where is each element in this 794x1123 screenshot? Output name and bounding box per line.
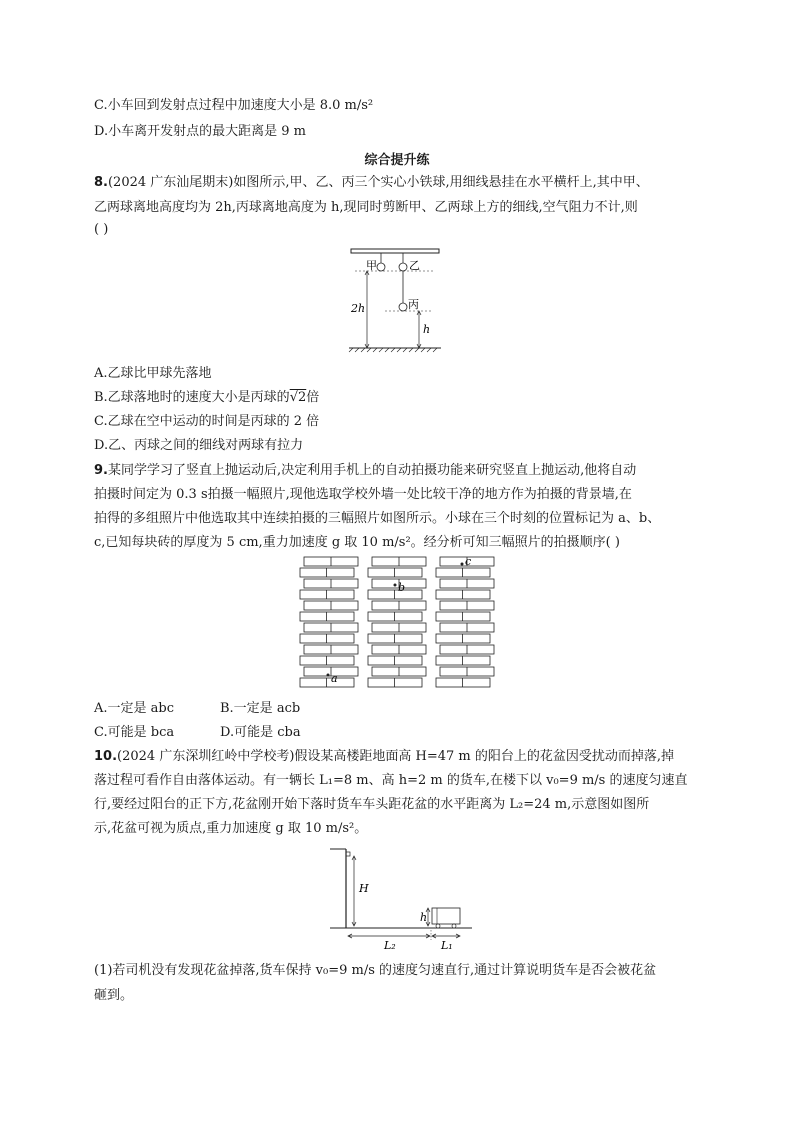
brick-wall	[300, 557, 358, 687]
section-title: 综合提升练	[364, 153, 430, 168]
label-L2: L₂	[384, 939, 396, 951]
label-a: a	[331, 672, 338, 685]
q9-line-4: c,已知每块砖的厚度为 5 cm,重力加速度 g 取 10 m/s²。经分析可知三幅照片的拍摄顺序( )	[94, 535, 620, 550]
q8-number: 8.	[94, 175, 108, 190]
flower-pot	[346, 852, 350, 856]
brick-row	[436, 656, 490, 665]
label-bing: 丙	[408, 298, 419, 311]
q9-option-c: C.可能是 bca	[94, 725, 175, 740]
q9-number: 9.	[94, 463, 108, 478]
brick-row	[300, 678, 354, 687]
q8-line-1	[94, 174, 649, 192]
q8-option-c: C.乙球在空中运动的时间是丙球的 2 倍	[94, 414, 320, 429]
brick-row	[368, 612, 422, 621]
brick-row	[368, 656, 422, 665]
q9-options-row-2	[94, 724, 301, 742]
label-L1: L₁	[441, 939, 453, 951]
q8-option-b-text: B.乙球落地时的速度大小是丙球的	[94, 390, 290, 405]
q9-figure	[298, 556, 498, 691]
q10-line-4: 示,花盆可视为质点,重力加速度 g 取 10 m/s²。	[94, 821, 368, 836]
brick-row	[368, 590, 422, 599]
ball-yi	[399, 263, 407, 271]
brick-row	[300, 568, 354, 577]
label-b: b	[398, 581, 406, 594]
q10-part1-line-1: (1)若司机没有发现花盆掉落,货车保持 v₀=9 m/s 的速度匀速直行,通过计算说明货车是否会被花盆	[94, 963, 657, 978]
ball-c	[461, 563, 464, 566]
truck-wheel-rear	[452, 924, 456, 928]
label-c: c	[465, 556, 472, 568]
q8-answer-blank: ( )	[94, 222, 109, 237]
q10-line-2: 落过程可看作自由落体运动。有一辆长 L₁=8 m、高 h=2 m 的货车,在楼下以 v₀=9 m/s 的速度匀速直	[94, 773, 688, 788]
ball-jia	[377, 263, 385, 271]
label-yi: 乙	[409, 259, 420, 272]
brick-row	[300, 634, 354, 643]
ground-hatch	[349, 348, 437, 352]
label-H: H	[359, 882, 369, 895]
brick-row	[436, 568, 490, 577]
brick-row	[300, 612, 354, 621]
brick-row	[368, 678, 422, 687]
brick-row	[436, 590, 490, 599]
q10-part1-line-2: 砸到。	[94, 988, 134, 1003]
brick-row	[368, 568, 422, 577]
q9-option-a: A.一定是 abc	[94, 701, 175, 716]
ball-b	[394, 584, 397, 587]
ball-a	[327, 674, 330, 677]
brick-wall	[436, 557, 494, 687]
brick-walls	[300, 557, 494, 687]
q9-line-2: 拍摄时间定为 0.3 s拍摄一幅照片,现他选取学校外墙一处比较干净的地方作为拍摄的背景墙,在	[94, 487, 632, 502]
q9-options-row-1	[94, 700, 300, 718]
brick-row	[436, 612, 490, 621]
q9-line-3: 拍得的多组照片中他选取其中连续拍摄的三幅照片如图所示。小球在三个时刻的位置标记为 a、b、	[94, 511, 661, 526]
q7-option-d: D.小车离开发射点的最大距离是 9 m	[94, 124, 306, 139]
q10-text-1: (2024 广东深圳红岭中学校考)假设某高楼距地面高 H=47 m 的阳台上的花盆因受扰动而掉落,掉	[117, 749, 675, 764]
brick-row	[436, 678, 490, 687]
q8-text-1: (2024 广东汕尾期末)如图所示,甲、乙、丙三个实心小铁球,用细线悬挂在水平横杆上,其中甲、	[107, 175, 649, 190]
truck-wheel-front	[436, 924, 440, 928]
q8-option-b	[94, 389, 319, 407]
label-h: h	[420, 911, 428, 924]
q7-option-c: C.小车回到发射点过程中加速度大小是 8.0 m/s²	[94, 98, 374, 113]
brick-row	[300, 656, 354, 665]
q8-option-d: D.乙、丙球之间的细线对两球有拉力	[94, 438, 304, 453]
label-2h: 2h	[351, 302, 366, 315]
q9-option-b: B.一定是 acb	[220, 701, 301, 716]
brick-row	[436, 634, 490, 643]
label-jia: 甲	[366, 259, 377, 272]
q8-line-2: 乙两球离地高度均为 2h,丙球离地高度为 h,现同时剪断甲、乙两球上方的细线,空气阻力不计,则	[94, 200, 638, 215]
q9-line-1	[94, 462, 636, 480]
q9-option-d: D.可能是 cba	[220, 725, 301, 740]
q10-line-3: 行,要经过阳台的正下方,花盆刚开始下落时货车车头距花盆的水平距离为 L₂=24 m,示意图如图所	[94, 797, 650, 812]
q10-line-1	[94, 748, 674, 766]
q8-option-a: A.乙球比甲球先落地	[94, 366, 212, 381]
ball-bing	[399, 303, 407, 311]
brick-row	[368, 634, 422, 643]
brick-wall	[368, 557, 426, 687]
label-h: h	[423, 323, 431, 336]
q10-figure	[326, 846, 476, 951]
q9-text-1: 某同学学习了竖直上抛运动后,决定利用手机上的自动拍摄功能来研究竖直上抛运动,他将自动	[107, 463, 637, 478]
q8-figure	[345, 245, 445, 355]
q10-number: 10.	[94, 749, 118, 764]
truck-body	[432, 908, 460, 924]
q8-option-b-tail: 倍	[306, 390, 320, 405]
brick-row	[300, 590, 354, 599]
q8-option-b-sqrt: √2	[289, 390, 307, 405]
